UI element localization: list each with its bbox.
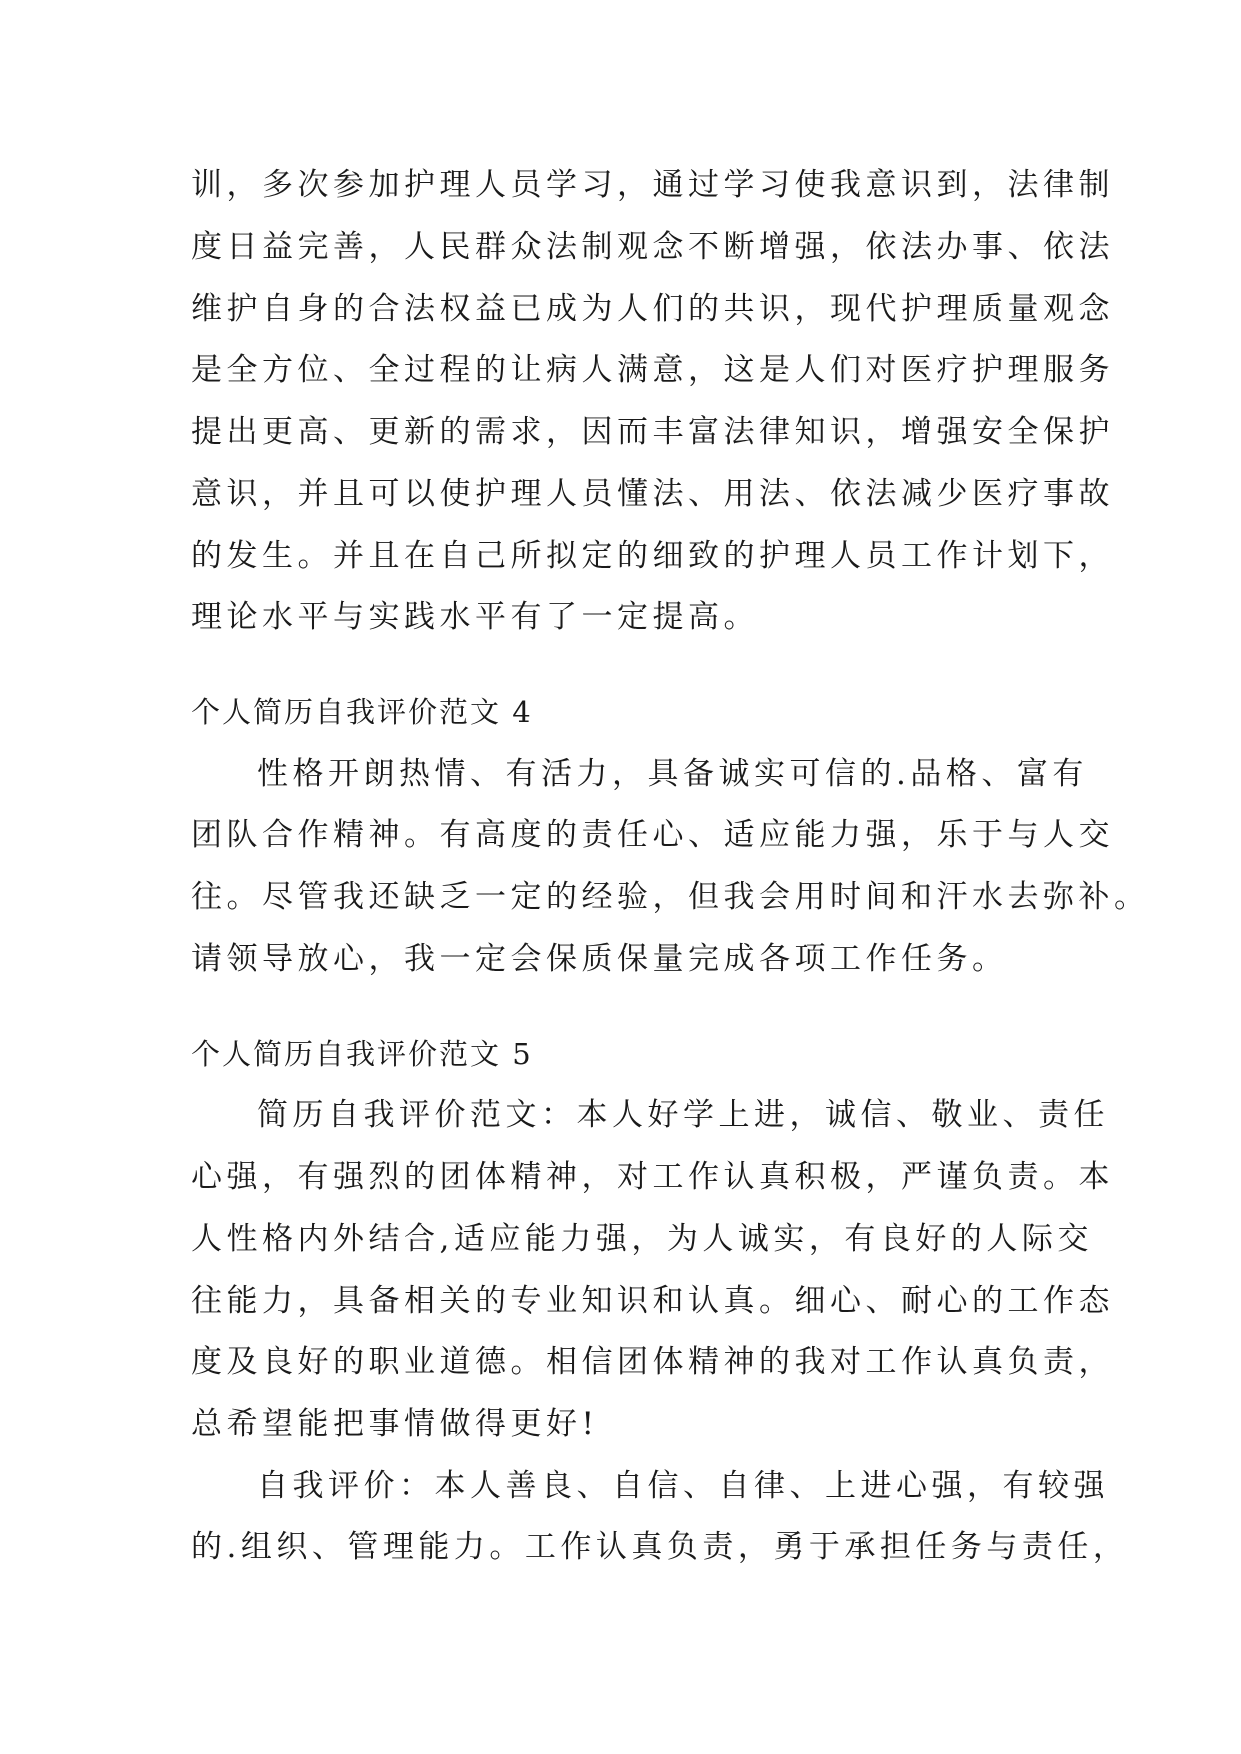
section-heading: 个人简历自我评价范文 4 (191, 695, 533, 729)
paragraph-line: 提出更高、更新的需求，因而丰富法律知识，增强安全保护 (191, 414, 1114, 450)
paragraph-line: 维护自身的合法权益已成为人们的共识，现代护理质量观念 (191, 291, 1114, 327)
paragraph-line: 往能力，具备相关的专业知识和认真。细心、耐心的工作态 (191, 1283, 1114, 1319)
paragraph-line: 度及良好的职业道德。相信团体精神的我对工作认真负责， (191, 1344, 1114, 1380)
paragraph-line: 自我评价：本人善良、自信、自律、上进心强，有较强 (257, 1468, 1109, 1504)
paragraph-line: 训，多次参加护理人员学习，通过学习使我意识到，法律制 (191, 167, 1114, 203)
paragraph-line: 请领导放心，我一定会保质保量完成各项工作任务。 (191, 941, 1008, 977)
paragraph-line: 意识，并且可以使护理人员懂法、用法、依法减少医疗事故 (191, 476, 1114, 512)
paragraph-line: 理论水平与实践水平有了一定提高。 (191, 599, 759, 635)
paragraph-line: 度日益完善，人民群众法制观念不断增强，依法办事、依法 (191, 229, 1114, 265)
paragraph-line: 人性格内外结合,适应能力强，为人诚实，有良好的人际交 (191, 1221, 1093, 1257)
paragraph-line: 总希望能把事情做得更好! (191, 1406, 599, 1442)
section-heading: 个人简历自我评价范文 5 (191, 1037, 533, 1071)
paragraph-line: 往。尽管我还缺乏一定的经验，但我会用时间和汗水去弥补。 (191, 879, 1150, 915)
paragraph-line: 性格开朗热情、有活力，具备诚实可信的.品格、富有 (257, 756, 1088, 792)
paragraph-line: 简历自我评价范文：本人好学上进，诚信、敬业、责任 (257, 1097, 1109, 1133)
paragraph-line: 的发生。并且在自己所拟定的细致的护理人员工作计划下， (191, 538, 1114, 574)
paragraph-line: 的.组织、管理能力。工作认真负责，勇于承担任务与责任， (191, 1529, 1129, 1565)
paragraph-line: 团队合作精神。有高度的责任心、适应能力强，乐于与人交 (191, 817, 1114, 853)
paragraph-line: 是全方位、全过程的让病人满意，这是人们对医疗护理服务 (191, 352, 1114, 388)
paragraph-line: 心强，有强烈的团体精神，对工作认真积极，严谨负责。本 (191, 1159, 1114, 1195)
